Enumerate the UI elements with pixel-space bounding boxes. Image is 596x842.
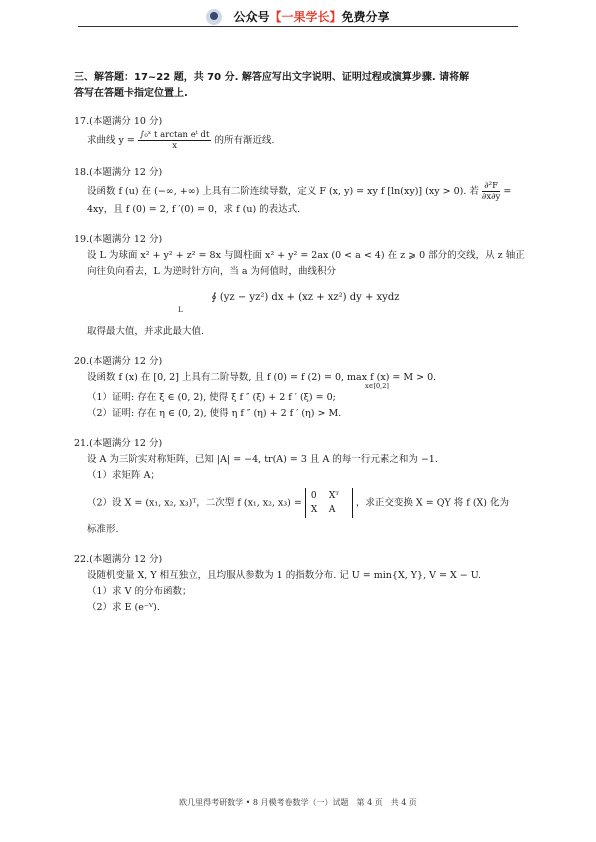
q19-line2: 向往负向看去，L 为逆时针方向，当 a 为何值时，曲线积分 (87, 266, 337, 277)
q21-part2 (87, 488, 524, 518)
exam-content (74, 70, 524, 630)
q20-part1: （1）证明: 存在 ξ ∈ (0, 2), 使得 ξ f ″ (ξ) + 2 f ′ (ξ) = 0; (87, 392, 336, 403)
q18-frac-den: ∂x∂y (481, 192, 501, 202)
q21-m12: Xᵀ (328, 491, 340, 501)
header-divider (78, 26, 518, 27)
question-19 (74, 232, 524, 340)
q17-numerator: ∫₀ˣ t arctan eᵗ dt (139, 130, 210, 140)
q21-m11: 0 (310, 491, 317, 501)
question-19-head: 19.(本题满分 12 分) (74, 234, 163, 245)
q19-line1: 设 L 为球面 x² + y² + z² = 8x 与圆柱面 x² + y² = 2ax (0 < a < 4) 在 z ⩾ 0 部分的交线，从 z 轴正 (87, 250, 525, 261)
question-21 (74, 436, 524, 538)
q18-eq: = (503, 186, 512, 197)
page-footer: 欧几里得考研数学 • 8 月模考卷数学（一）试题 第 4 页 共 4 页 (179, 798, 417, 807)
q18-line1-text: 设函数 f (u) 在 (−∞, +∞) 上具有二阶连续导数，定义 F (x, y) = xy f [ln(xy)] (xy > 0). 若 (87, 186, 479, 197)
question-21-body (74, 452, 524, 538)
q21-part2-post: ，求正交变换 X = QY 将 f (X) 化为 (355, 497, 510, 509)
q17-denominator: x (172, 141, 178, 151)
section-title-line1: 三、解答题：17~22 题，共 70 分. 解答应写出文字说明、证明过程或演算步骤. 请将解 (74, 72, 470, 83)
q18-fraction (482, 181, 500, 202)
q21-line1: 设 A 为三阶实对称矩阵，已知 |A| = −4, tr(A) = 3 且 A 的每一行元素之和为 −1. (87, 454, 438, 465)
question-18 (74, 165, 524, 218)
header-suffix: 免费分享 (341, 10, 390, 24)
q18-line1 (87, 181, 524, 202)
question-21-head: 21.(本题满分 12 分) (74, 438, 163, 449)
question-17-body (74, 130, 524, 151)
page-header (0, 6, 596, 24)
section-title-line2: 答写在答题卡指定位置上. (74, 88, 188, 99)
section-title (74, 70, 524, 102)
question-18-head: 18.(本题满分 12 分) (74, 167, 163, 178)
q17-pre: 求曲线 y = (87, 135, 135, 146)
q20-max-sub: x∈[0,2] (365, 382, 389, 390)
question-20-body (74, 370, 524, 422)
q21-matrix (305, 488, 353, 518)
question-22-body (74, 568, 524, 616)
header-prefix: 公众号 (233, 10, 270, 24)
q19-integral: ∮ (yz − yz²) dx + (xz + xz²) dy + xydz (211, 292, 400, 303)
question-22 (74, 552, 524, 616)
q22-part2: （2）求 E (e⁻ⱽ). (87, 602, 160, 613)
q21-part1: （1）求矩阵 A； (87, 470, 160, 481)
question-22-head: 22.(本题满分 12 分) (74, 554, 163, 565)
q19-integral-sub: L (178, 306, 183, 314)
avatar-icon (206, 9, 222, 25)
q17-fraction (138, 130, 212, 151)
question-17 (74, 114, 524, 151)
q20-line1: 设函数 f (x) 在 [0, 2] 上具有二阶导数, 且 f (0) = f (2) = 0, max f (x) = M > 0. (87, 372, 437, 383)
q21-m22: A (328, 505, 336, 515)
question-20-head: 20.(本题满分 12 分) (74, 356, 163, 367)
q21-part2-pre: （2）设 X = (x₁, x₂, x₃)ᵀ，二次型 f (x₁, x₂, x₃) = (87, 497, 302, 509)
question-19-body (74, 248, 524, 340)
q17-post: 的所有渐近线. (214, 135, 275, 146)
question-18-body (74, 181, 524, 218)
header-highlight: 【一果学长】 (269, 10, 342, 24)
q22-part1: （1）求 V 的分布函数； (87, 586, 192, 597)
q20-part2: （2）证明: 存在 η ∈ (0, 2), 使得 η f ″ (η) + 2 f ′ (η) > M. (87, 408, 342, 419)
q18-frac-num: ∂²F (482, 181, 500, 192)
q21-part2-tail: 标准形. (87, 524, 119, 535)
q19-integral-display (87, 290, 524, 314)
q21-m21: X (310, 505, 318, 515)
q22-line1: 设随机变量 X, Y 相互独立，且均服从参数为 1 的指数分布. 记 U = min{X, Y}, V = X − U. (87, 570, 481, 581)
q18-line2: 4xy，且 f (0) = 2, f ′(0) = 0，求 f (u) 的表达式. (87, 204, 301, 215)
question-17-head: 17.(本题满分 10 分) (74, 116, 163, 127)
q19-line3: 取得最大值，并求此最大值. (87, 326, 205, 337)
question-20 (74, 354, 524, 422)
